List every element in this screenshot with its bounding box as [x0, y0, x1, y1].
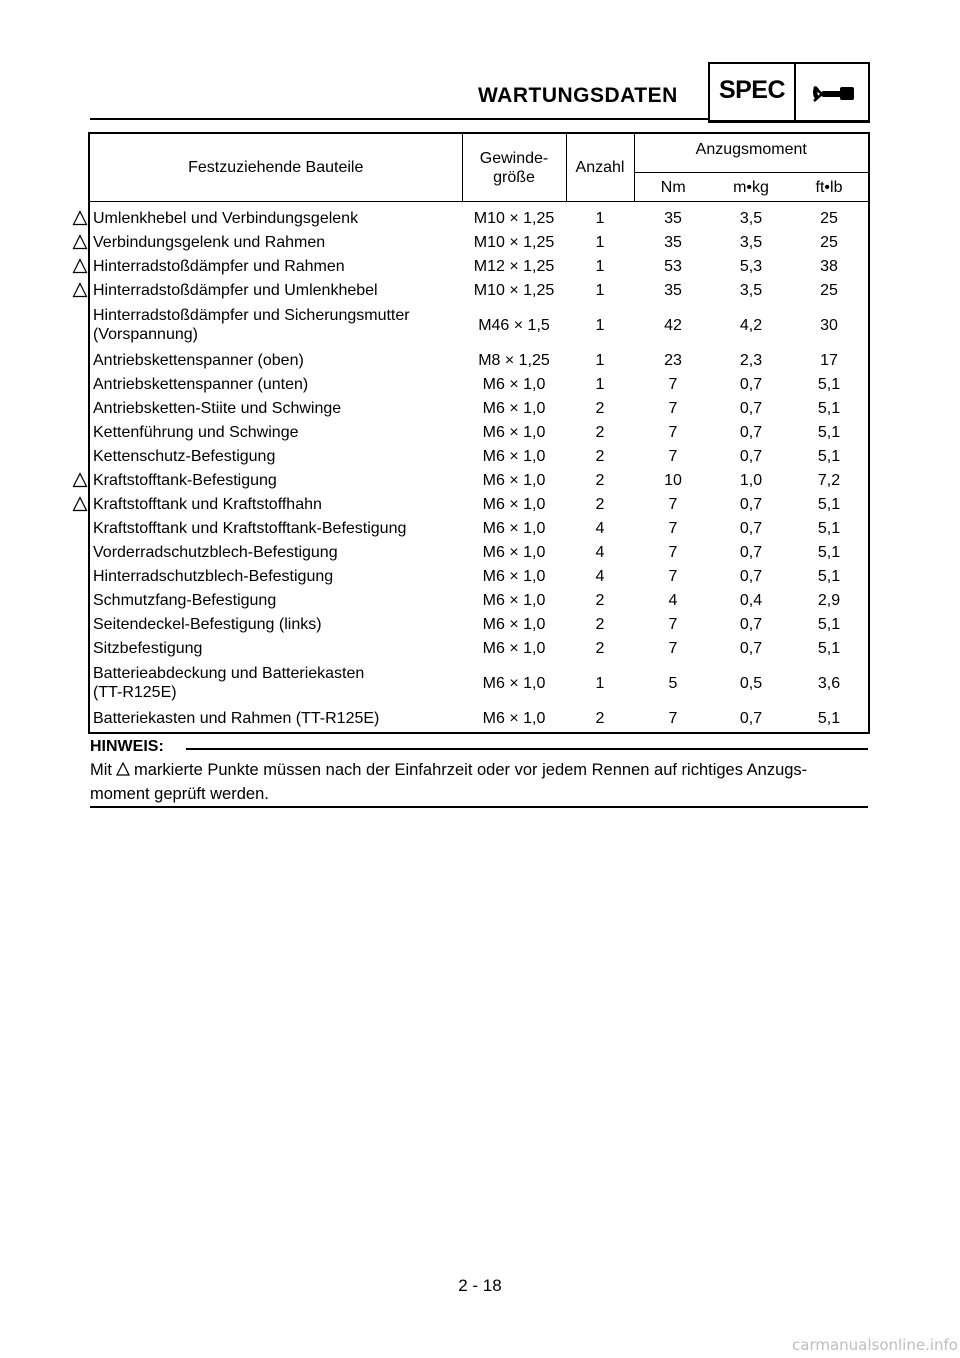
cell-thread-size: M6 × 1,0 [482, 674, 546, 692]
cell-torque-mkg: 0,7 [739, 423, 763, 441]
cell-quantity: 2 [595, 471, 605, 489]
cell-part: Seitendeckel-Befestigung (links) [93, 615, 322, 633]
cell-quantity: 2 [595, 399, 605, 417]
header-rule [90, 118, 708, 120]
cell-part: Kraftstofftank und Kraftstoffhahn [93, 495, 322, 513]
cell-thread-size: M6 × 1,0 [482, 567, 546, 585]
cell-quantity: 1 [595, 375, 605, 393]
cell-part: Kraftstofftank und Kraftstofftank-Befestigung [93, 519, 407, 537]
cell-torque-mkg: 5,3 [739, 257, 763, 275]
cell-quantity: 1 [595, 281, 605, 299]
cell-quantity: 4 [595, 567, 605, 585]
cell-quantity: 2 [595, 615, 605, 633]
triangle-mark-icon [72, 472, 88, 488]
cell-torque-nm: 7 [668, 543, 678, 561]
cell-quantity: 4 [595, 519, 605, 537]
cell-torque-ftlb: 5,1 [817, 639, 841, 657]
cell-torque-nm: 53 [664, 257, 682, 275]
triangle-mark-icon [72, 282, 88, 298]
cell-thread-size: M10 × 1,25 [473, 281, 555, 299]
note-bottom-rule [90, 806, 868, 808]
cell-quantity: 1 [595, 674, 605, 692]
cell-part: Hinterradstoßdämpfer und Rahmen [93, 257, 345, 275]
cell-part: Hinterradstoßdämpfer und Sicherungsmutter (Vorspannung) [93, 307, 410, 343]
cell-part: Batterieabdeckung und Batteriekasten (TT-R125E) [93, 665, 365, 701]
header-unit-ftlb: ft•lb [815, 178, 843, 196]
spec-badge-divider [794, 64, 796, 120]
note-text-rest: markierte Punkte müssen nach der Einfahrzeit oder vor jedem Rennen auf richtiges Anzugs- [134, 761, 808, 779]
cell-thread-size: M6 × 1,0 [482, 615, 546, 633]
cell-torque-mkg: 0,7 [739, 495, 763, 513]
cell-part: Antriebskettenspanner (unten) [93, 375, 309, 393]
cell-torque-ftlb: 3,6 [817, 674, 841, 692]
header-torque: Anzugsmoment [634, 134, 868, 173]
cell-torque-ftlb: 5,1 [817, 399, 841, 417]
cell-thread-size: M6 × 1,0 [482, 709, 546, 727]
cell-torque-mkg: 3,5 [739, 209, 763, 227]
wrench-icon [810, 82, 856, 104]
cell-torque-nm: 35 [664, 233, 682, 251]
note-text [90, 758, 868, 806]
header-unit-nm: Nm [634, 173, 712, 202]
cell-part: Hinterradstoßdämpfer und Umlenkhebel [93, 281, 378, 299]
cell-thread-size: M6 × 1,0 [482, 471, 546, 489]
cell-thread-size: M10 × 1,25 [473, 233, 555, 251]
table-row [90, 444, 868, 468]
cell-part: Verbindungsgelenk und Rahmen [93, 233, 326, 251]
cell-torque-ftlb: 30 [820, 316, 838, 334]
triangle-mark-icon [116, 762, 130, 776]
cell-torque-nm: 7 [668, 709, 678, 727]
cell-quantity: 2 [595, 639, 605, 657]
cell-torque-mkg: 2,3 [739, 351, 763, 369]
cell-torque-ftlb: 5,1 [817, 543, 841, 561]
table-row [90, 420, 868, 444]
cell-part: Kettenführung und Schwinge [93, 423, 299, 441]
cell-torque-nm: 7 [668, 399, 678, 417]
spec-label: SPEC [718, 76, 786, 104]
table-row [90, 540, 868, 564]
cell-torque-mkg: 4,2 [739, 316, 763, 334]
cell-torque-nm: 7 [668, 567, 678, 585]
cell-part: Antriebskettenspanner (oben) [93, 351, 304, 369]
cell-torque-mkg: 0,4 [739, 591, 763, 609]
cell-torque-mkg: 0,7 [739, 543, 763, 561]
cell-torque-nm: 7 [668, 519, 678, 537]
cell-thread-size: M6 × 1,0 [482, 519, 546, 537]
cell-quantity: 1 [595, 257, 605, 275]
note-text-start: Mit [90, 761, 112, 779]
table-row [90, 636, 868, 660]
cell-torque-ftlb: 5,1 [817, 519, 841, 537]
cell-torque-mkg: 0,5 [739, 674, 763, 692]
cell-torque-ftlb: 25 [820, 233, 838, 251]
cell-quantity: 1 [595, 209, 605, 227]
cell-thread-size: M6 × 1,0 [482, 591, 546, 609]
cell-thread-size: M6 × 1,0 [482, 375, 546, 393]
cell-quantity: 4 [595, 543, 605, 561]
cell-part: Kraftstofftank-Befestigung [93, 471, 277, 489]
cell-torque-mkg: 0,7 [739, 519, 763, 537]
cell-torque-ftlb: 5,1 [817, 495, 841, 513]
triangle-mark-icon [72, 258, 88, 274]
cell-torque-mkg: 0,7 [739, 447, 763, 465]
cell-torque-ftlb: 5,1 [817, 615, 841, 633]
table-row [90, 302, 868, 348]
cell-torque-ftlb: 25 [820, 209, 838, 227]
page-header [90, 62, 868, 120]
cell-thread-size: M6 × 1,0 [482, 495, 546, 513]
table-row [90, 588, 868, 612]
cell-torque-nm: 7 [668, 423, 678, 441]
cell-torque-mkg: 0,7 [739, 615, 763, 633]
cell-torque-nm: 4 [668, 591, 678, 609]
cell-quantity: 2 [595, 591, 605, 609]
cell-torque-ftlb: 5,1 [817, 447, 841, 465]
cell-torque-nm: 7 [668, 495, 678, 513]
header-part: Festzuziehende Bauteile [188, 159, 364, 176]
cell-thread-size: M6 × 1,0 [482, 423, 546, 441]
cell-part: Hinterradschutzblech-Befestigung [93, 567, 334, 585]
page-number: 2 - 18 [458, 1276, 502, 1295]
cell-part: Batteriekasten und Rahmen (TT-R125E) [93, 709, 380, 727]
cell-thread-size: M6 × 1,0 [482, 543, 546, 561]
table-row [90, 372, 868, 396]
cell-quantity: 2 [595, 423, 605, 441]
table-row [90, 230, 868, 254]
cell-quantity: 1 [595, 351, 605, 369]
cell-torque-ftlb: 5,1 [817, 567, 841, 585]
cell-quantity: 2 [595, 709, 605, 727]
cell-thread-size: M46 × 1,5 [478, 316, 550, 334]
cell-torque-mkg: 3,5 [739, 233, 763, 251]
triangle-mark-icon [72, 496, 88, 512]
note-text-line2: moment geprüft werden. [90, 785, 269, 803]
cell-torque-mkg: 0,7 [739, 399, 763, 417]
cell-torque-mkg: 3,5 [739, 281, 763, 299]
cell-torque-mkg: 0,7 [739, 639, 763, 657]
cell-torque-ftlb: 2,9 [817, 591, 841, 609]
cell-quantity: 1 [595, 316, 605, 334]
cell-torque-mkg: 0,7 [739, 375, 763, 393]
header-quantity: Anzahl [566, 134, 634, 202]
watermark: carmanualsonline.info [792, 1336, 958, 1354]
table-row [90, 396, 868, 420]
cell-part: Antriebsketten-Stiite und Schwinge [93, 399, 342, 417]
table-row [90, 492, 868, 516]
cell-torque-nm: 7 [668, 375, 678, 393]
triangle-mark-icon [72, 234, 88, 250]
cell-torque-ftlb: 5,1 [817, 375, 841, 393]
cell-thread-size: M10 × 1,25 [473, 209, 555, 227]
cell-torque-nm: 42 [664, 316, 682, 334]
cell-torque-ftlb: 25 [820, 281, 838, 299]
cell-part: Sitzbefestigung [93, 639, 203, 657]
cell-torque-mkg: 1,0 [739, 471, 763, 489]
cell-thread-size: M12 × 1,25 [473, 257, 555, 275]
cell-torque-ftlb: 38 [820, 257, 838, 275]
header-unit-mkg: m•kg [733, 178, 769, 196]
cell-torque-ftlb: 5,1 [817, 709, 841, 727]
table-row [90, 254, 868, 278]
table-row [90, 564, 868, 588]
cell-thread-size: M8 × 1,25 [478, 351, 550, 369]
cell-torque-mkg: 0,7 [739, 709, 763, 727]
triangle-mark-icon [72, 210, 88, 226]
torque-table-body [90, 202, 868, 733]
table-row [90, 660, 868, 706]
cell-part: Vorderradschutzblech-Befestigung [93, 543, 338, 561]
page-title: WARTUNGSDATEN [478, 84, 678, 107]
cell-part: Kettenschutz-Befestigung [93, 447, 276, 465]
cell-torque-nm: 35 [664, 209, 682, 227]
table-row [90, 468, 868, 492]
cell-thread-size: M6 × 1,0 [482, 447, 546, 465]
cell-part: Umlenkhebel und Verbindungsgelenk [93, 209, 359, 227]
table-row [90, 202, 868, 231]
table-row [90, 516, 868, 540]
spec-badge [708, 62, 870, 123]
cell-torque-mkg: 0,7 [739, 567, 763, 585]
torque-table [90, 134, 868, 732]
cell-quantity: 2 [595, 495, 605, 513]
table-row [90, 706, 868, 732]
header-thread-size: Gewinde- größe [462, 134, 566, 202]
cell-torque-ftlb: 5,1 [817, 423, 841, 441]
note-label: HINWEIS: [90, 738, 164, 755]
table-row [90, 612, 868, 636]
cell-torque-nm: 7 [668, 447, 678, 465]
cell-torque-nm: 10 [664, 471, 682, 489]
cell-part: Schmutzfang-Befestigung [93, 591, 277, 609]
cell-torque-nm: 7 [668, 615, 678, 633]
table-row [90, 348, 868, 372]
cell-quantity: 1 [595, 233, 605, 251]
cell-torque-nm: 5 [668, 674, 678, 692]
cell-torque-nm: 35 [664, 281, 682, 299]
table-row [90, 278, 868, 302]
cell-torque-nm: 23 [664, 351, 682, 369]
cell-torque-nm: 7 [668, 639, 678, 657]
cell-quantity: 2 [595, 447, 605, 465]
cell-torque-ftlb: 17 [820, 351, 838, 369]
cell-torque-ftlb: 7,2 [817, 471, 841, 489]
note-rule [186, 748, 868, 750]
cell-thread-size: M6 × 1,0 [482, 399, 546, 417]
cell-thread-size: M6 × 1,0 [482, 639, 546, 657]
